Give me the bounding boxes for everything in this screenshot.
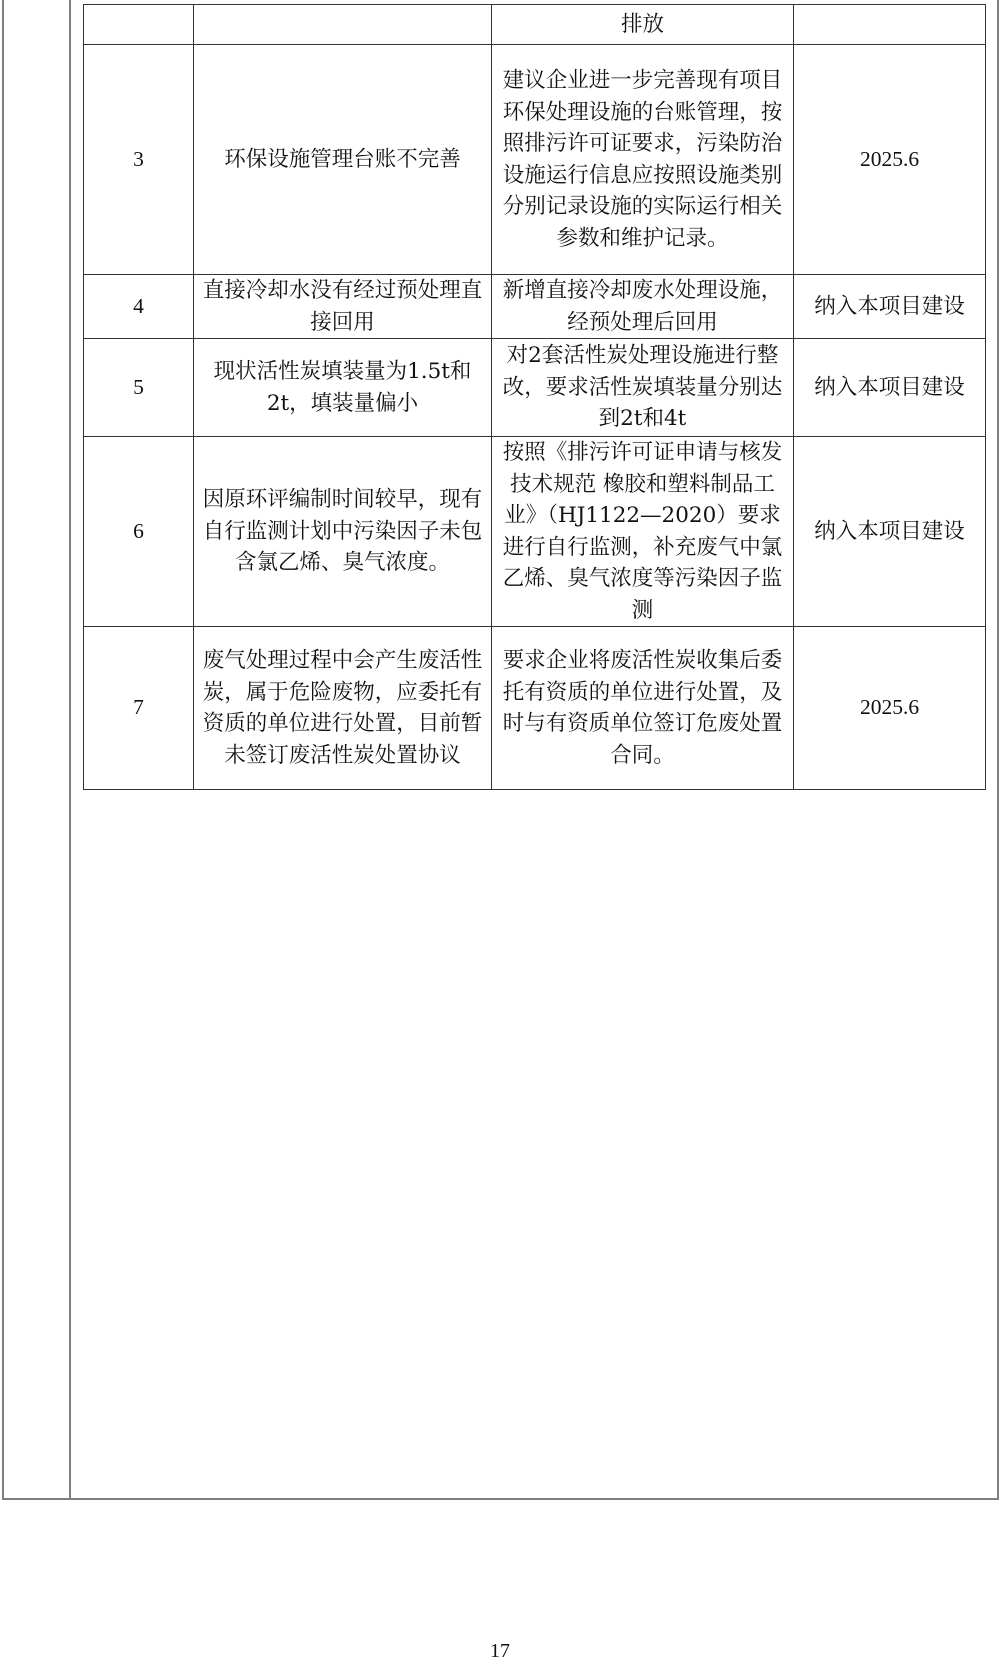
table-row: [84, 437, 986, 627]
left-column-divider: [69, 0, 71, 1500]
measure-cell: 按照《排污许可证申请与核发技术规范 橡胶和塑料制品工业》（HJ1122—2020）要求进行自行监测，补充废气中氯乙烯、臭气浓度等污染因子监测: [492, 437, 794, 627]
problem-cell: 废气处理过程中会产生废活性炭，属于危险废物，应委托有资质的单位进行处置，目前暂未签订废活性炭处置协议: [194, 627, 492, 790]
row-number: [84, 5, 194, 45]
problem-cell: [194, 5, 492, 45]
table-row: [84, 627, 986, 790]
table-row: [84, 45, 986, 275]
deadline-cell: 2025.6: [794, 627, 986, 790]
deadline-cell: [794, 5, 986, 45]
measure-cell: 要求企业将废活性炭收集后委托有资质的单位进行处置，及时与有资质单位签订危废处置合同。: [492, 627, 794, 790]
rectification-table: [83, 4, 986, 790]
problem-cell: 因原环评编制时间较早，现有自行监测计划中污染因子未包含氯乙烯、臭气浓度。: [194, 437, 492, 627]
page-number: 17: [490, 1640, 510, 1662]
row-number: 6: [84, 437, 194, 627]
table-row: [84, 275, 986, 339]
deadline-cell: 纳入本项目建设: [794, 275, 986, 339]
row-number: 7: [84, 627, 194, 790]
deadline-cell: 纳入本项目建设: [794, 437, 986, 627]
measure-cell: 排放: [492, 5, 794, 45]
problem-cell: 环保设施管理台账不完善: [194, 45, 492, 275]
measure-cell: 建议企业进一步完善现有项目环保处理设施的台账管理，按照排污许可证要求，污染防治设施运行信息应按照设施类别分别记录设施的实际运行相关参数和维护记录。: [492, 45, 794, 275]
problem-cell: 现状活性炭填装量为1.5t和2t，填装量偏小: [194, 339, 492, 437]
deadline-cell: 2025.6: [794, 45, 986, 275]
table-row: [84, 5, 986, 45]
table-row: [84, 339, 986, 437]
measure-cell: 对2套活性炭处理设施进行整改，要求活性炭填装量分别达到2t和4t: [492, 339, 794, 437]
row-number: 3: [84, 45, 194, 275]
measure-cell: 新增直接冷却废水处理设施，经预处理后回用: [492, 275, 794, 339]
deadline-cell: 纳入本项目建设: [794, 339, 986, 437]
row-number: 4: [84, 275, 194, 339]
problem-cell: 直接冷却水没有经过预处理直接回用: [194, 275, 492, 339]
row-number: 5: [84, 339, 194, 437]
